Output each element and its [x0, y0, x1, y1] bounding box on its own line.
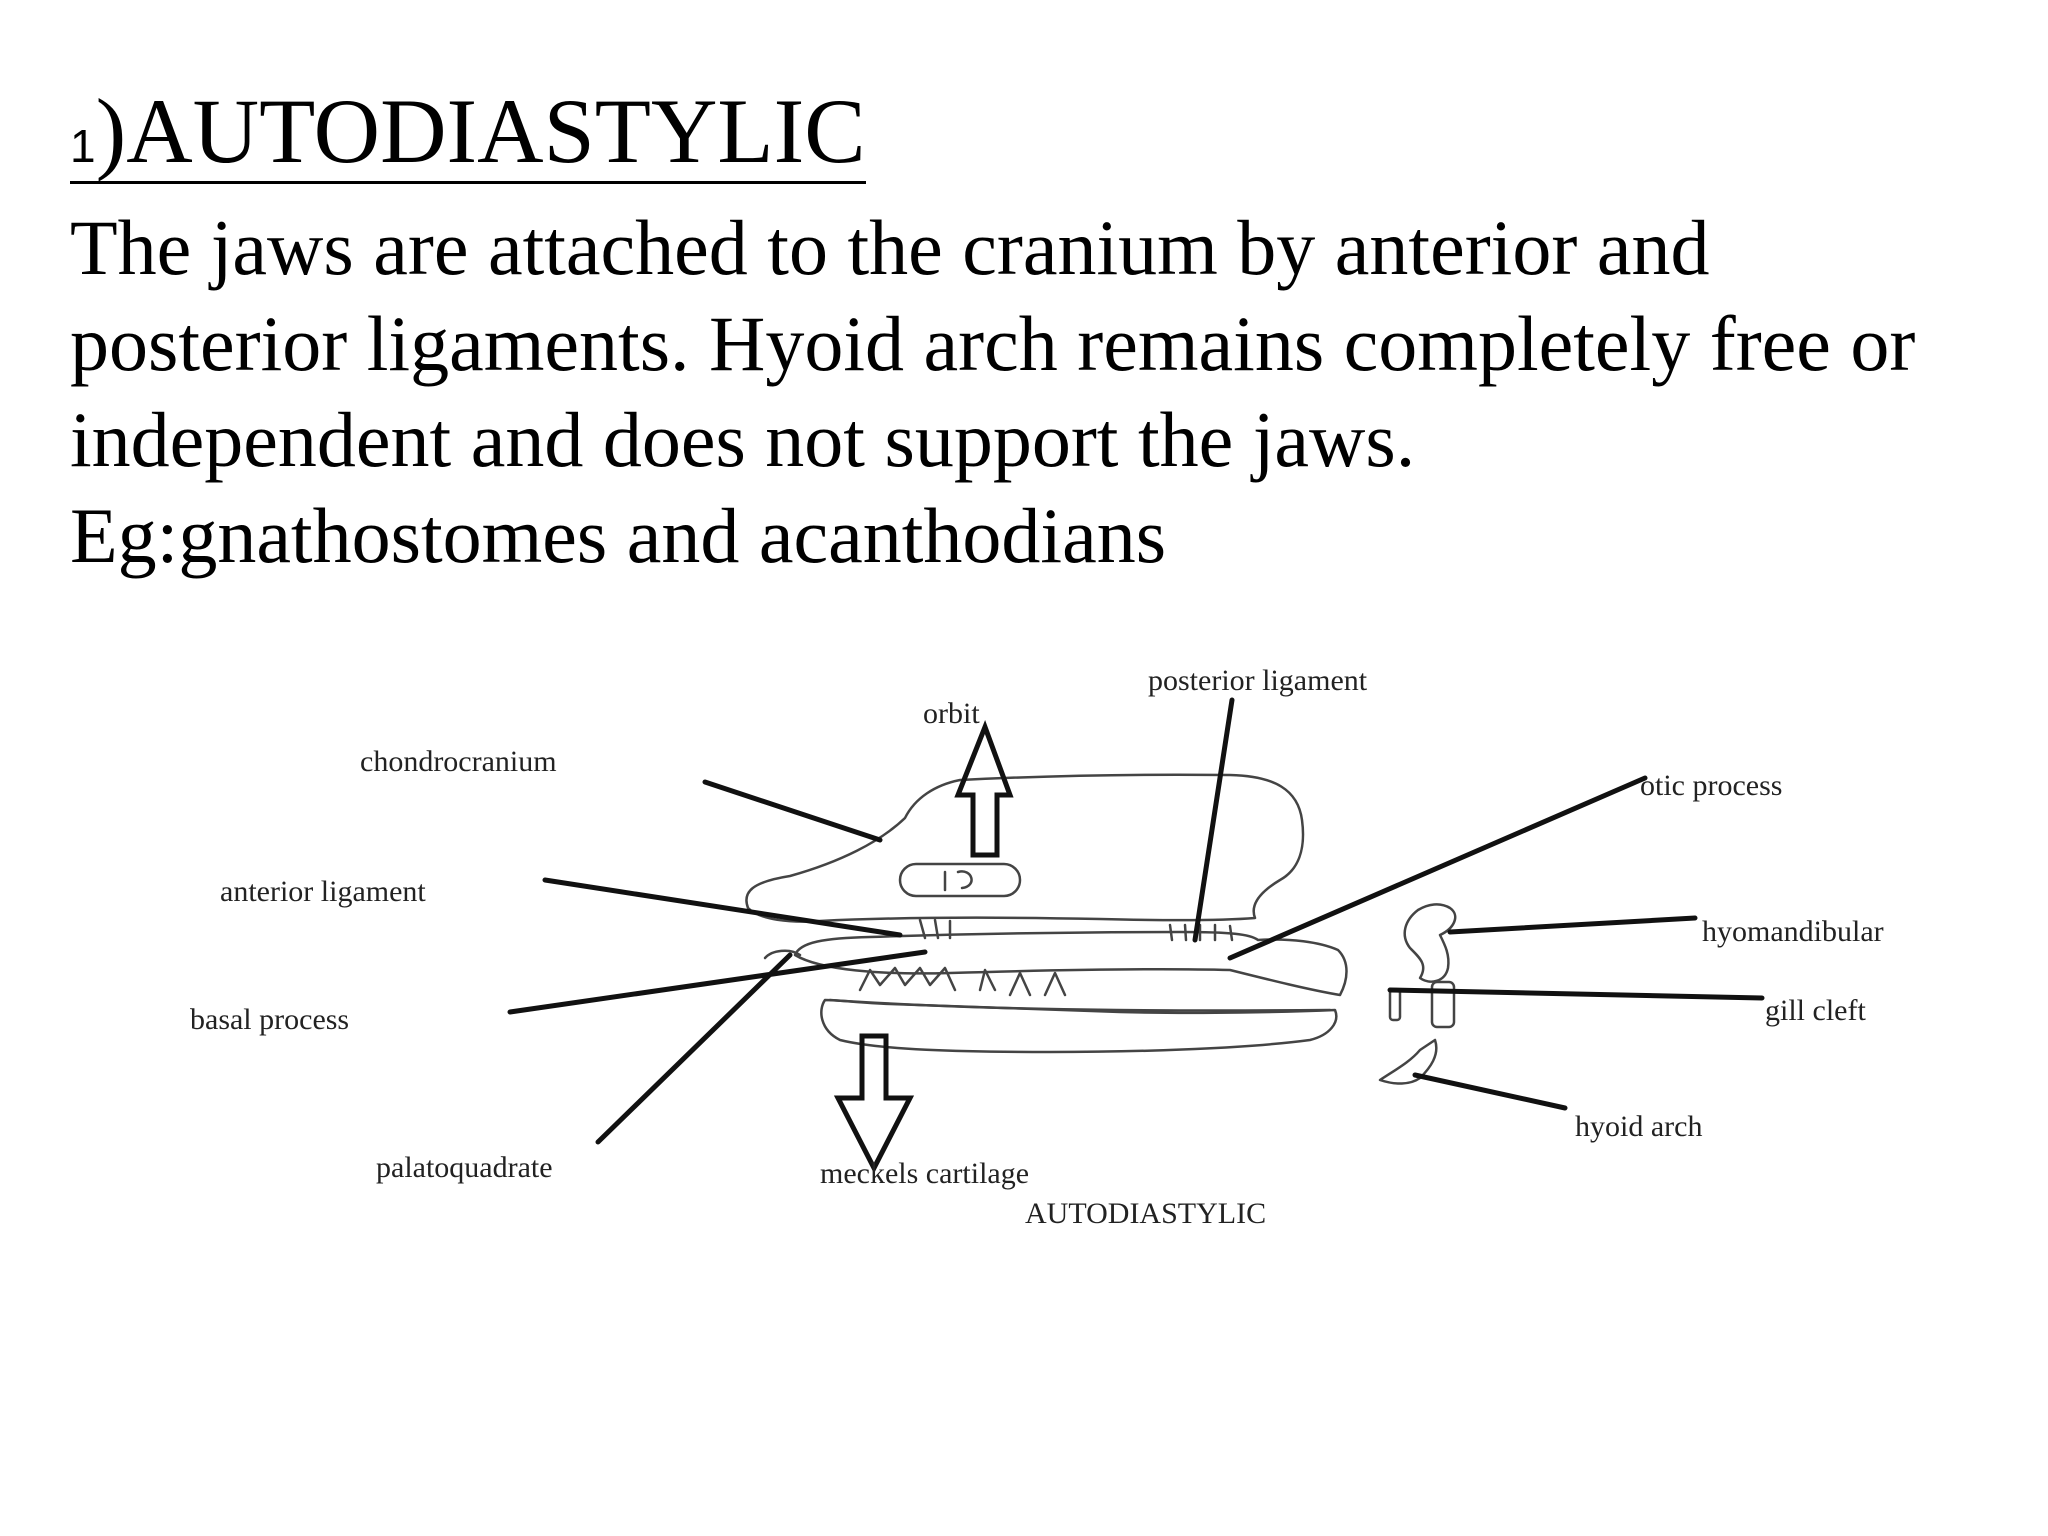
heading-title: )AUTODIASTYLIC [95, 80, 866, 182]
label-hyomandibular: hyomandibular [1702, 915, 1884, 948]
description-line-2: posterior ligaments. Hyoid arch remains completely free or [70, 300, 1916, 387]
description-line-1: The jaws are attached to the cranium by anterior and [70, 204, 1710, 291]
leader-gill-cleft [1390, 990, 1762, 998]
description-line-3: independent and does not support the jaws. [70, 396, 1416, 483]
heading-number: 1 [70, 120, 96, 172]
orbit-shape [900, 864, 1020, 896]
description-line-4: Eg:gnathostomes and acanthodians [70, 492, 1167, 579]
meckels-cartilage-shape [821, 1000, 1336, 1052]
meckels-arrow [838, 1036, 910, 1168]
label-hyoid-arch: hyoid arch [1575, 1110, 1703, 1143]
hyomandibular-shape [1405, 904, 1455, 981]
leader-posterior-ligament [1195, 700, 1232, 940]
orbit-arrow [958, 727, 1010, 855]
label-posterior-ligament: posterior ligament [1148, 664, 1368, 697]
leader-hyoid-arch [1415, 1075, 1565, 1108]
leader-anterior-ligament [545, 880, 900, 935]
label-basal-process: basal process [190, 1003, 350, 1036]
label-anterior-ligament: anterior ligament [220, 875, 426, 908]
diagram-caption: AUTODIASTYLIC [1025, 1197, 1267, 1230]
mouth-line [830, 1000, 1330, 1011]
arrows [838, 727, 1010, 1168]
leader-chondrocranium [705, 782, 880, 840]
leader-hyomandibular [1450, 918, 1695, 932]
diagram-labels [190, 664, 1884, 1230]
label-palatoquadrate: palatoquadrate [376, 1151, 553, 1184]
upper-teeth [920, 920, 1232, 940]
label-otic-process: otic process [1640, 769, 1783, 802]
label-meckels-cartilage: meckels cartilage [820, 1157, 1030, 1190]
orbit-inner [945, 871, 972, 890]
label-orbit: orbit [923, 697, 980, 730]
gill-cleft-left-bar [1390, 990, 1400, 1020]
label-gill-cleft: gill cleft [1765, 994, 1866, 1027]
label-chondrocranium: chondrocranium [360, 745, 557, 778]
